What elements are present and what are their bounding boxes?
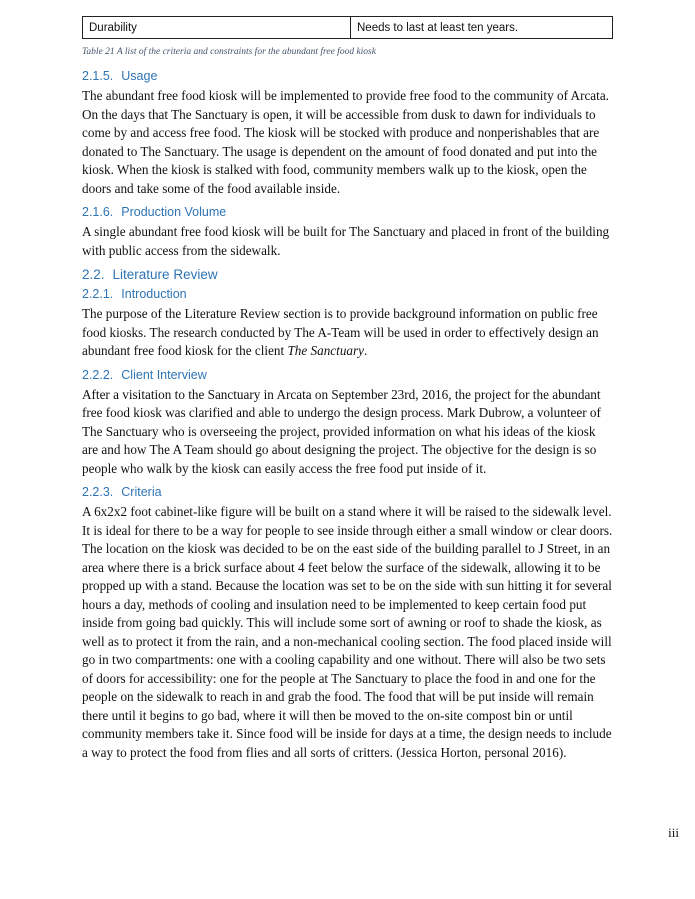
heading-title: Criteria bbox=[121, 485, 162, 499]
paragraph-text-end: . bbox=[364, 343, 368, 358]
criteria-table bbox=[82, 16, 613, 39]
heading-literature-review bbox=[82, 266, 613, 284]
paragraph-client-interview: After a visitation to the Sanctuary in Arcata on September 23rd, 2016, the project for the abundant free food kiosk was clarified and able to undergo the design process. Mark Dubrow, a volunteer of The Sanctuary who is overseeing the project, provided information on what his ideas of the kiosk are and how The A Team should go about designing the project. The objective for the design is so people who walk by the kiosk can easily access the free food put inside of it. bbox=[82, 386, 601, 476]
heading-production-volume bbox=[82, 204, 613, 221]
heading-title: Production Volume bbox=[121, 205, 227, 219]
heading-title: Usage bbox=[121, 69, 158, 83]
heading-number: 2.2.2. bbox=[82, 367, 114, 382]
heading-number: 2.1.6. bbox=[82, 205, 114, 219]
heading-introduction bbox=[82, 286, 613, 303]
heading-criteria bbox=[82, 484, 613, 501]
table-row bbox=[83, 17, 613, 39]
paragraph-introduction bbox=[82, 305, 613, 361]
client-name-emphasis: The Sanctuary bbox=[287, 343, 364, 358]
table-cell-criterion: Durability bbox=[83, 17, 351, 39]
heading-usage bbox=[82, 68, 613, 85]
table-caption: Table 21 A list of the criteria and constraints for the abundant free food kiosk bbox=[82, 47, 376, 57]
heading-client-interview bbox=[82, 367, 613, 384]
heading-number: 2.1.5. bbox=[82, 69, 114, 83]
paragraph-production-volume: A single abundant free food kiosk will be built for The Sanctuary and placed in front of the building with public access from the sidewalk. bbox=[82, 224, 610, 258]
heading-title: Client Interview bbox=[121, 367, 207, 382]
page-number: iii bbox=[668, 825, 679, 840]
heading-title: Literature Review bbox=[112, 267, 218, 282]
heading-number: 2.2.1. bbox=[82, 287, 114, 301]
heading-number: 2.2. bbox=[82, 267, 105, 282]
heading-title: Introduction bbox=[121, 287, 187, 301]
table-cell-constraint: Needs to last at least ten years. bbox=[351, 17, 613, 39]
paragraph-usage: The abundant free food kiosk will be implemented to provide free food to the community of Arcata. On the days that The Sanctuary is open, it will be accessible from dusk to dawn for individuals to come by and access free food. The kiosk will be stocked with produce and nonperishables that are donated to The Sanctuary. The usage is dependent on the amount of food donated and put into the kiosk. When the kiosk is stalked with food, community members walk up to the kiosk, open the doors and take some of the food available inside. bbox=[82, 88, 609, 196]
paragraph-criteria: A 6x2x2 foot cabinet-like figure will be built on a stand where it will be raised to the sidewalk level. It is ideal for there to be a way for people to see inside through either a small window or clear doors. The location on the kiosk was decided to be on the east side of the building parallel to J Street, in an area where there is a brick surface about 4 feet below the surface of the sidewalk, allowing it to be propped up with a stand. Because the location was set to be on the side with sun hitting it for several hours a day, methods of cooling and insulation need to be implemented to keep certain food put inside from going bad quickly. This will include some sort of awning or roof to shade the kiosk, as well as to protect it from the rain, and a non-mechanical cooling section. The food placed inside will go in two compartments: one with a cooling capability and one without. There will also be two sets of doors for accessibility: one for the people at The Sanctuary to place the food in and one for the people on the sidewalk to reach in and grab the food. The food that will be put inside will remain there until it begins to go bad, where it will then be moved to the on-site compost bin or until community members take it. Since food will be inside for days at a time, the design needs to include a way to protect the food from flies and all sorts of critters. (Jessica Horton, personal 2016). bbox=[82, 504, 613, 760]
heading-number: 2.2.3. bbox=[82, 485, 114, 499]
document-body bbox=[82, 68, 613, 768]
paragraph-text: The purpose of the Literature Review section is to provide background information on public free food kiosks. The research conducted by The A-Team will be used in order to effectively design an abundant free food kiosk for the client bbox=[82, 306, 599, 358]
